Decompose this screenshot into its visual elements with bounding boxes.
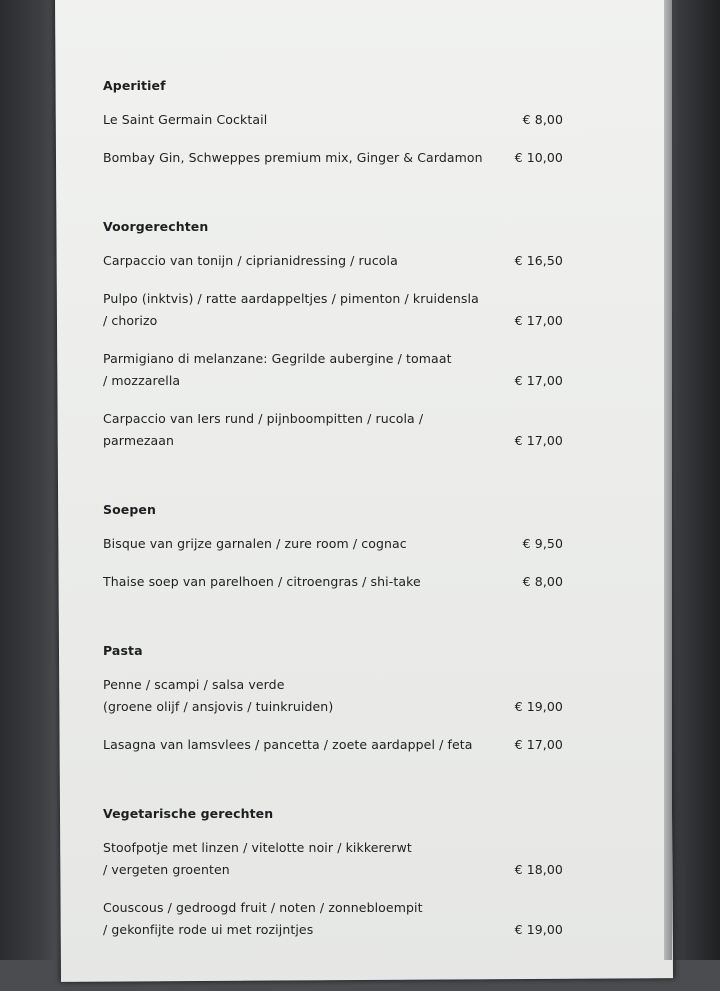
section-title: Vegetarische gerechten (103, 806, 274, 821)
menu-item-price: € 17,00 (514, 737, 563, 752)
menu-item (103, 408, 563, 452)
menu-item-price: € 17,00 (514, 313, 563, 328)
menu-item-name: Thaise soep van parelhoen / citroengras / shi-take (103, 574, 421, 589)
menu-item (103, 674, 563, 718)
menu-section-voorgerechten (103, 219, 563, 452)
menu-item (103, 348, 563, 392)
menu-item (103, 147, 563, 169)
section-title: Soepen (103, 502, 156, 517)
menu-item (103, 571, 563, 593)
menu-item-price: € 16,50 (514, 253, 563, 268)
menu-section-soepen (103, 502, 563, 593)
menu-item-price: € 8,00 (522, 574, 563, 589)
menu-item (103, 897, 563, 941)
section-title: Aperitief (103, 78, 166, 93)
menu-item-price: € 9,50 (522, 536, 563, 551)
menu-item-name: Penne / scampi / salsa verde (groene olijf / ansjovis / tuinkruiden) (103, 677, 334, 714)
menu-list (103, 78, 563, 991)
menu-item (103, 109, 563, 131)
menu-item-name: Carpaccio van Iers rund / pijnboompitten / rucola / parmezaan (103, 411, 424, 448)
menu-item-name: Parmigiano di melanzane: Gegrilde aubergine / tomaat / mozzarella (103, 351, 452, 388)
section-title: Voorgerechten (103, 219, 209, 234)
menu-item-name: Lasagna van lamsvlees / pancetta / zoete aardappel / feta (103, 737, 473, 752)
menu-item-price: € 8,00 (522, 112, 563, 127)
menu-item (103, 533, 563, 555)
menu-item-name: Stoofpotje met linzen / vitelotte noir / kikkererwt / vergeten groenten (103, 840, 412, 877)
menu-page-edge (664, 0, 672, 960)
menu-item (103, 734, 563, 756)
menu-section-aperitief (103, 78, 563, 169)
menu-item-name: Couscous / gedroogd fruit / noten / zonnebloempit / gekonfijte rode ui met rozijntjes (103, 900, 423, 937)
menu-item (103, 288, 563, 332)
menu-item-name: Carpaccio van tonijn / ciprianidressing / rucola (103, 253, 398, 268)
menu-section-vegetarisch (103, 806, 563, 941)
menu-item-name: Bisque van grijze garnalen / zure room / cognac (103, 536, 407, 551)
menu-item-name: Le Saint Germain Cocktail (103, 112, 268, 127)
menu-item-price: € 17,00 (514, 433, 563, 448)
menu-section-pasta (103, 643, 563, 756)
menu-item (103, 250, 563, 272)
section-title: Pasta (103, 643, 143, 658)
menu-item (103, 837, 563, 881)
menu-item-price: € 18,00 (514, 862, 563, 877)
menu-item-price: € 19,00 (514, 922, 563, 937)
menu-item-name: Pulpo (inktvis) / ratte aardappeltjes / pimenton / kruidensla / chorizo (103, 291, 479, 328)
menu-item-price: € 19,00 (514, 699, 563, 714)
menu-item-name: Bombay Gin, Schweppes premium mix, Ginger & Cardamon (103, 150, 483, 165)
menu-item-price: € 10,00 (514, 150, 563, 165)
menu-item-price: € 17,00 (514, 373, 563, 388)
